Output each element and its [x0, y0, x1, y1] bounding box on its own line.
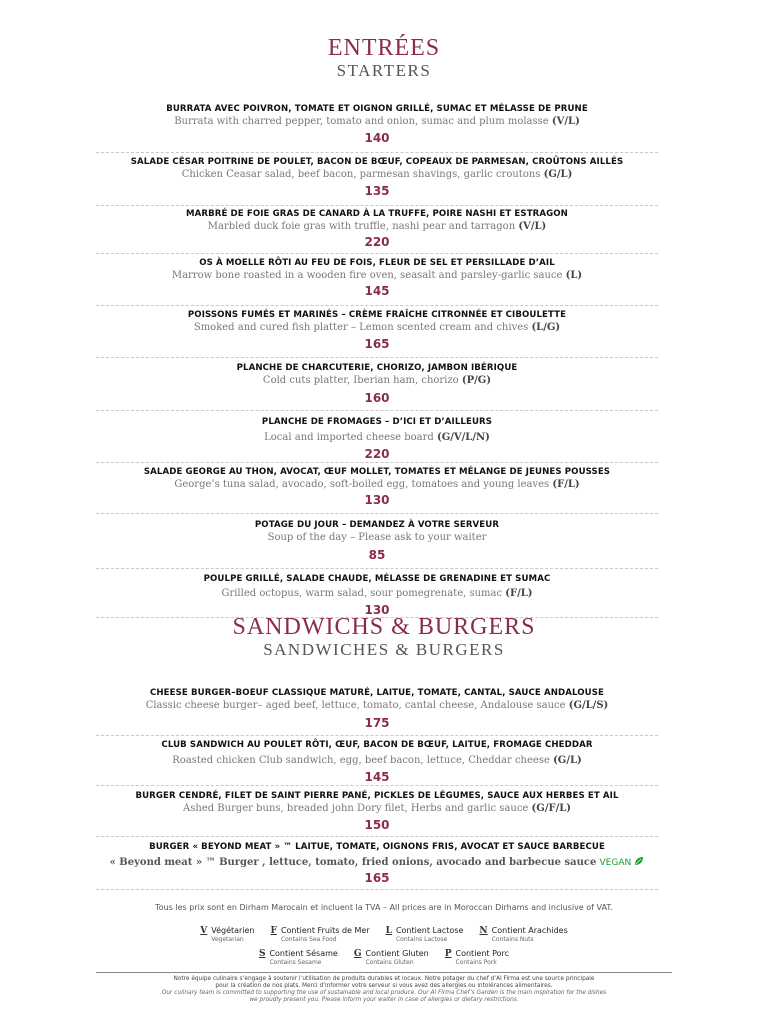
item-name-fr: MARBRÉ DE FOIE GRAS DE CANARD À LA TRUFFE, POIRE NASHI ET ESTRAGON	[186, 209, 568, 219]
item-name-fr: SALADE GEORGE AU THON, AVOCAT, ŒUF MOLLET, TOMATES ET MÉLANGE DE JEUNES POUSSES	[143, 467, 611, 477]
item-name-fr: CHEESE BURGER–BOEUF CLASSIQUE MATURÉ, LAITUE, TOMATE, CANTAL, SAUCE ANDALOUSE	[149, 688, 604, 698]
item-desc-en: Smoked and cured fish platter – Lemon scented cream and chives (L/G)	[193, 322, 561, 333]
sandwiches-title-fr: SANDWICHS & BURGERS	[232, 614, 536, 640]
vegan-tag: VEGAN	[599, 858, 632, 868]
sandwiches-title-en: SANDWICHES & BURGERS	[263, 640, 505, 659]
legend-symbol: F	[270, 926, 277, 936]
legend-label-fr: Contient Lactose	[395, 926, 464, 935]
legend-item	[271, 926, 370, 943]
allergen-tag: (F/L)	[505, 588, 533, 599]
menu-item	[96, 206, 658, 254]
item-desc-en: Marrow bone roasted in a wooden fire oven, seasalt and parsley-garlic sauce (L)	[171, 270, 583, 281]
starters-title-en: STARTERS	[336, 61, 432, 80]
prices-note: Tous les prix sont en Dirham Marocain et incluent la TVA – All prices are in Moroccan Dirhams and inclusive of VAT.	[155, 903, 613, 912]
starters-title-fr: ENTRÉES	[327, 35, 441, 61]
legend-label-en: Contains Gluten	[365, 959, 414, 966]
legend-item	[479, 926, 567, 943]
item-name-fr: CLUB SANDWICH AU POULET RÔTI, ŒUF, BACON DE BŒUF, LAITUE, FROMAGE CHEDDAR	[161, 740, 593, 750]
item-price: 175	[364, 716, 390, 730]
item-desc-en: George’s tuna salad, avocado, soft-boiled egg, tomatoes and young leaves (F/L)	[174, 479, 580, 490]
item-price: 150	[364, 818, 390, 832]
legend-item	[445, 949, 509, 966]
item-name-fr: SALADE CÉSAR POITRINE DE POULET, BACON DE BŒUF, COPEAUX DE PARMESAN, CROÛTONS AILLÉS	[130, 157, 624, 167]
legend-label-fr: Végétarien	[211, 926, 255, 935]
leaf-icon	[634, 856, 644, 866]
item-name-fr: POISSONS FUMÉS ET MARINÉS – CRÈME FRAÎCHE CITRONNÉE ET CIBOULETTE	[187, 310, 567, 320]
item-desc-en: Soup of the day – Please ask to your waiter	[267, 532, 487, 543]
menu-item	[96, 306, 658, 358]
item-desc-en: Grilled octopus, warm salad, sour pomegrenate, sumac (F/L)	[221, 588, 533, 599]
allergen-tag: (L/G)	[531, 322, 561, 333]
item-price: 220	[364, 447, 390, 461]
legend-symbol: N	[479, 926, 488, 936]
allergen-tag: (G/L)	[543, 169, 573, 180]
item-price: 220	[364, 235, 390, 249]
menu-item	[96, 463, 658, 514]
footer-en-line-1: Our culinary team is committed to supporting the use of sustainable and local produce. Our Al Firma Chef’s Garden is the main inspiration for the dishes	[161, 990, 607, 996]
legend-label-en: Contains Nuts	[491, 936, 534, 943]
allergen-tag: (L)	[565, 270, 583, 281]
legend-label-en: Vegetarian	[211, 936, 244, 943]
item-name-fr: BURGER CENDRÉ, FILET DE SAINT PIERRE PANÉ, PICKLES DE LÉGUMES, SAUCE AUX HERBES ET AIL	[135, 791, 619, 801]
allergen-tag: (G/L)	[553, 755, 582, 766]
item-desc-en: Chicken Ceasar salad, beef bacon, parmesan shavings, garlic croutons (G/L)	[181, 169, 573, 180]
item-price: 145	[364, 284, 390, 298]
legend-symbol: P	[444, 949, 452, 959]
menu-item	[96, 411, 658, 463]
item-desc-en: Cold cuts platter, Iberian ham, chorizo (P/G)	[262, 375, 492, 386]
allergen-legend	[0, 926, 768, 966]
item-price: 140	[364, 131, 390, 145]
starters-list	[96, 103, 658, 618]
item-price: 135	[364, 184, 390, 198]
legend-item	[200, 926, 254, 943]
item-desc-en: « Beyond meat » ™ Burger , lettuce, tomato, fried onions, avocado and barbecue sauce VEGAN	[96, 856, 658, 870]
starters-title	[0, 35, 768, 80]
item-desc-en: Roasted chicken Club sandwich, egg, beef bacon, lettuce, Cheddar cheese (G/L)	[172, 755, 582, 766]
item-price: 145	[364, 770, 390, 784]
menu-item	[96, 254, 658, 306]
legend-label-en: Contains Pork	[455, 959, 497, 966]
item-desc-en: Local and imported cheese board (G/V/L/N)	[264, 432, 490, 443]
legend-label-en: Contains Sesame	[269, 959, 322, 966]
legend-symbol: V	[200, 926, 208, 936]
legend-item	[386, 926, 464, 943]
legend-item	[259, 949, 338, 966]
menu-item	[96, 736, 658, 786]
legend-label-fr: Contient Porc	[455, 949, 510, 958]
item-price: 130	[364, 603, 390, 617]
legend-symbol: G	[353, 949, 362, 959]
menu-item	[96, 153, 658, 206]
legend-row	[0, 926, 768, 943]
sandwiches-list	[96, 687, 658, 890]
allergen-tag: (G/F/L)	[531, 803, 571, 814]
item-desc-en: Marbled duck foie gras with truffle, nashi pear and tarragon (V/L)	[207, 221, 547, 232]
legend-symbol: L	[385, 926, 392, 936]
menu-item	[96, 687, 658, 736]
allergen-tag: (P/G)	[461, 375, 492, 386]
footer-fr-line-1: Notre équipe culinaire s’engage à soutenir l’utilisation de produits durables et locaux. Notre potager du chef d’Al Firma est une source principale	[173, 976, 595, 982]
item-desc-en: Classic cheese burger– aged beef, lettuce, tomato, cantal cheese, Andalouse sauce (G/L/S)	[145, 700, 609, 711]
menu-item	[96, 358, 658, 411]
menu-item	[96, 103, 658, 153]
legend-label-fr: Contient Sésame	[269, 949, 338, 958]
legend-symbol: S	[258, 949, 266, 959]
item-price: 165	[364, 871, 390, 885]
allergen-tag: (G/L/S)	[568, 700, 609, 711]
item-name-fr: BURGER « BEYOND MEAT » ™ LAITUE, TOMATE, OIGNONS FRIS, AVOCAT ET SAUCE BARBECUE	[149, 842, 605, 852]
menu-item	[96, 837, 658, 890]
sandwiches-title	[0, 614, 768, 659]
item-name-fr: OS À MOELLE RÔTI AU FEU DE FOIS, FLEUR DE SEL ET PERSILLADE D’AIL	[199, 258, 555, 268]
legend-label-en: Contains Lactose	[395, 936, 448, 943]
allergen-tag: (V/L)	[551, 116, 580, 127]
menu-item	[96, 786, 658, 837]
item-name-fr: BURRATA AVEC POIVRON, TOMATE ET OIGNON GRILLÉ, SUMAC ET MÉLASSE DE PRUNE	[166, 104, 588, 114]
footer-note	[96, 972, 672, 1004]
legend-label-fr: Contient Fruits de Mer	[280, 926, 370, 935]
allergen-tag: (V/L)	[518, 221, 547, 232]
item-name-fr: POTAGE DU JOUR – DEMANDEZ À VOTRE SERVEUR	[254, 520, 500, 530]
legend-label-fr: Contient Gluten	[365, 949, 429, 958]
allergen-tag: (G/V/L/N)	[436, 432, 490, 443]
item-price: 130	[364, 493, 390, 507]
item-desc-en: Ashed Burger buns, breaded john Dory filet, Herbs and garlic sauce (G/F/L)	[183, 803, 571, 814]
item-price: 85	[368, 548, 386, 562]
legend-label-fr: Contient Arachides	[491, 926, 568, 935]
footer-fr-line-2: pour la création de nos plats. Merci d’informer votre serveur si vous avez des allergies ou intolérances alimentaires.	[215, 983, 553, 989]
item-price: 160	[364, 391, 390, 405]
item-name-fr: PLANCHE DE CHARCUTERIE, CHORIZO, JAMBON IBÉRIQUE	[236, 363, 518, 373]
allergen-tag: (F/L)	[552, 479, 580, 490]
footer-en-line-2: we proudly present you. Please inform your waiter in case of allergies or dietary restrictions.	[249, 997, 519, 1003]
item-name-fr: POULPE GRILLÉ, SALADE CHAUDE, MÉLASSE DE GRENADINE ET SUMAC	[203, 574, 551, 584]
legend-row	[0, 949, 768, 966]
legend-item	[354, 949, 429, 966]
menu-item	[96, 514, 658, 569]
menu-item	[96, 569, 658, 618]
legend-label-en: Contains Sea Food	[280, 936, 337, 943]
item-desc-en: Burrata with charred pepper, tomato and onion, sumac and plum molasse (V/L)	[174, 116, 580, 127]
item-price: 165	[364, 337, 390, 351]
item-name-fr: PLANCHE DE FROMAGES – D’ICI ET D’AILLEURS	[261, 417, 493, 427]
